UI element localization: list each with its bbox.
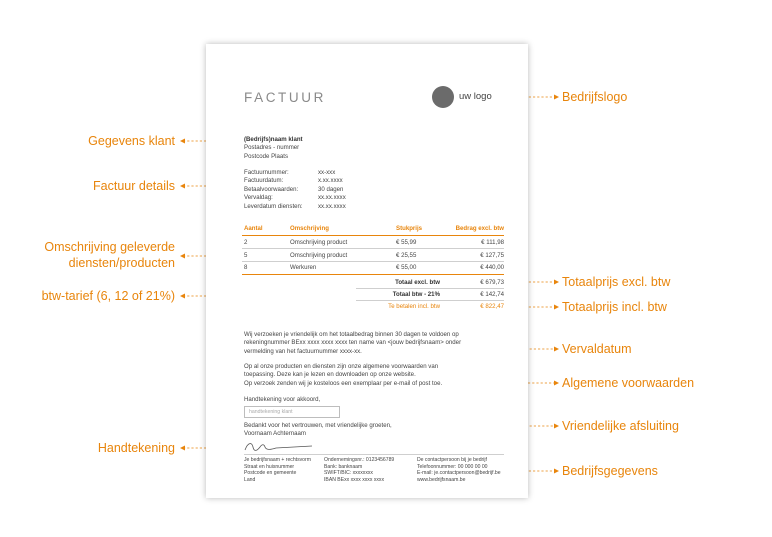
footer-line: Je bedrijfsnaam + rechtsvorm [244,457,311,463]
footer-line: Straat en huisnummer [244,463,295,470]
footer-line: Bank: banknaam [324,463,363,470]
terms-line: Op verzoek zenden wij je kosteloos een exemplaar per e-mail of post toe. [244,379,443,387]
table-row-amount: € 127,75 [480,252,504,259]
detail-label: Factuurdatum: [244,177,284,185]
callout-total-incl: Totaalprijs incl. btw [562,300,667,314]
callout-due-date: Vervaldatum [562,342,632,356]
client-block [244,136,303,161]
total-excl-label: Totaal excl. btw [395,279,440,286]
footer-line: Telefoonnummer: 00 000 00 00 [417,463,488,470]
payment-line: rekeningnummer BExx xxxx xxxx xxxx ten name van <jouw bedrijfsnaam> onder [244,339,462,347]
invoice-details-values [318,169,346,211]
table-row-amount: € 440,00 [480,264,504,271]
callout-logo: Bedrijfslogo [562,90,628,104]
footer-line: De contactpersoon bij je bedrijf [417,457,487,463]
row-divider [242,248,504,249]
payment-line: Wij verzoeken je vriendelijk om het totaalbedrag binnen 30 dagen te voldoen op [244,331,459,338]
detail-value: xx.xx.xxxx [318,194,346,202]
table-bottom-rule [242,274,504,275]
footer-rule [244,454,504,455]
callout-closing: Vriendelijke afsluiting [562,419,679,433]
detail-value: xx-xxx [318,169,336,176]
table-row-unit: € 25,55 [396,252,417,259]
detail-value: x.xx.xxxx [318,177,343,185]
detail-label: Leverdatum diensten: [244,202,303,210]
table-row-desc: Omschrijving product [290,252,348,259]
footer-line: www.bedrijfsnaam.be [417,476,466,483]
signature-placeholder: handtekening klant [249,408,293,415]
total-btw-value: € 142,74 [480,291,504,298]
terms-line: toepassing. Deze kan je lezen en downloaden op onze website. [244,371,416,379]
detail-value: xx.xx.xxxx [318,202,346,210]
invoice-title: FACTUUR [244,90,326,105]
terms-line: Op al onze producten en diensten zijn onze algemene voorwaarden van [244,363,439,370]
detail-label: Factuurnummer: [244,169,289,176]
footer-line: Postcode en gemeente [244,470,297,477]
table-row-qty: 5 [244,252,248,259]
invoice-details-labels [244,169,303,211]
table-row-qty: 8 [244,264,248,271]
detail-label: Vervaldag: [244,194,273,202]
invoice-sheet [206,44,528,498]
footer-line: IBAN BExx xxxx xxxx xxxx [324,476,385,483]
closing-name: Voornaam Achternaam [244,430,306,438]
col-header-unit: Stukprijs [396,225,423,232]
footer-line: Land [244,476,256,483]
callout-services [44,239,175,271]
callout-details: Factuur details [93,179,175,193]
logo-text: uw logo [459,91,492,102]
footer-line: E-mail: je.contactpersoon@bedrijf.be [417,470,501,477]
callout-terms: Algemene voorwaarden [562,376,695,390]
detail-label: Betaalvoorwaarden: [244,185,299,193]
totals-divider [356,300,504,301]
footer-col-contact [417,457,501,483]
client-city: Postcode Plaats [244,152,289,160]
logo-circle-icon [432,86,454,108]
total-incl-value: € 822,47 [480,303,504,310]
handwritten-signature-icon [244,440,314,454]
footer-col-company [244,457,311,483]
callout-services-line1: Omschrijving geleverde [44,240,175,254]
table-row-qty: 2 [244,239,248,246]
table-row-unit: € 55,99 [396,239,417,246]
col-header-qty: Aantal [244,225,263,232]
closing-text [244,422,392,439]
table-row-unit: € 55,00 [396,264,417,271]
table-row-desc: Werkuren [290,264,317,271]
footer-col-bank [324,457,394,483]
totals-divider [356,288,504,289]
table-row-amount: € 111,98 [481,239,504,246]
payment-text [244,331,461,356]
col-header-amount: Bedrag excl. btw [455,225,504,232]
detail-value: 30 dagen [318,185,344,193]
callout-signature: Handtekening [97,441,175,455]
table-row-desc: Omschrijving product [290,239,348,246]
client-name: (Bedrijfs)naam klant [244,136,303,143]
terms-text [244,363,442,388]
callout-services-line2: diensten/producten [68,256,175,270]
callout-client: Gegevens klant [88,134,175,148]
signature-label: Handtekening voor akkoord, [244,396,321,403]
callout-total-excl: Totaalprijs excl. btw [562,275,671,289]
col-header-desc: Omschrijving [290,225,329,232]
payment-line: vermelding van het factuurnummer xxxx-xx. [244,347,362,355]
callout-btw-rate: btw-tarief (6, 12 of 21%) [41,289,175,303]
total-btw-label: Totaal btw - 21% [392,291,440,298]
callout-company: Bedrijfsgegevens [562,464,658,478]
row-divider [242,261,504,262]
closing-line: Bedankt voor het vertrouwen, met vriendelijke groeten, [244,422,392,429]
footer-line: Ondernemingsnr.: 0123456789 [324,457,395,463]
total-excl-value: € 679,73 [480,279,504,286]
footer-line: SWIFT/BIC: xxxxxxxx [324,470,373,477]
signature-field[interactable] [244,406,340,418]
total-incl-label: Te betalen incl. btw [388,303,440,310]
client-address: Postadres - nummer [244,144,300,152]
table-header-rule [242,235,504,236]
